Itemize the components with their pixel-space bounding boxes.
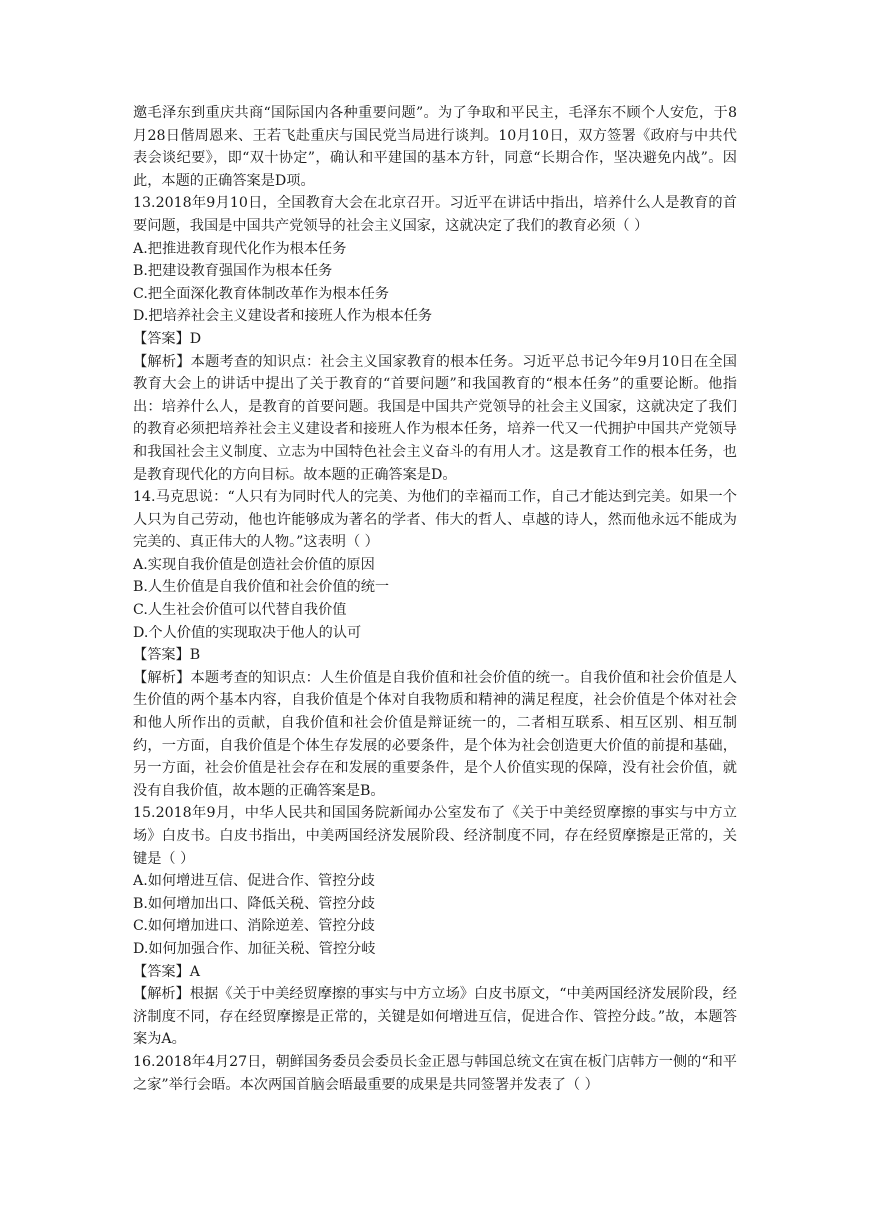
q15-analysis: 【解析】根据《关于中美经贸摩擦的事实与中方立场》白皮书原文，“中美两国经济发展阶段，经济制度不同，存在经贸摩擦是正常的，关键是如何增进互信，促进合作、管控分歧。”故，本题答案为A。 bbox=[133, 986, 737, 1048]
exam-text-body bbox=[133, 102, 737, 1096]
q15-option-b: B.如何增加出口、降低关税、管控分歧 bbox=[133, 895, 375, 912]
q15-option-c: C.如何增加进口、消除逆差、管控分歧 bbox=[133, 918, 375, 935]
q13-stem: 13.2018年9月10日，全国教育大会在北京召开。习近平在讲话中指出，培养什么人是教育的首要问题，我国是中国共产党领导的社会主义国家，这就决定了我们的教育必须（ ） bbox=[133, 195, 737, 234]
q15-answer: 【答案】A bbox=[133, 963, 200, 980]
q14-option-d: D.个人价值的实现取决于他人的认可 bbox=[133, 624, 362, 641]
q13-analysis: 【解析】本题考查的知识点：社会主义国家教育的根本任务。习近平总书记今年9月10日在全国教育大会上的讲话中提出了关于教育的“首要问题”和我国教育的“根本任务”的重要论断。他指出：培养什么人，是教育的首要问题。我国是中国共产党领导的社会主义国家，这就决定了我们的教育必须把培养社会主义建设者和接班人作为根本任务，培养一代又一代拥护中国共产党领导和我国社会主义制度、立志为中国特色社会主义奋斗的有用人才。这是教育工作的根本任务，也是教育现代化的方向目标。故本题的正确答案是D。 bbox=[133, 353, 737, 483]
q16-stem: 16.2018年4月27日，朝鲜国务委员会委员长金正恩与韩国总统文在寅在板门店韩方一侧的“和平之家”举行会晤。本次两国首脑会晤最重要的成果是共同签署并发表了（ ） bbox=[133, 1053, 737, 1093]
q13-answer: 【答案】D bbox=[133, 330, 202, 347]
q14-option-a: A.实现自我价值是创造社会价值的原因 bbox=[133, 556, 375, 573]
q13-option-c: C.把全面深化教育体制改革作为根本任务 bbox=[133, 285, 390, 302]
q14-answer: 【答案】B bbox=[133, 647, 201, 664]
q13-option-a: A.把推进教育现代化作为根本任务 bbox=[133, 240, 347, 257]
q14-option-c: C.人生社会价值可以代替自我价值 bbox=[133, 602, 347, 619]
q13-option-b: B.把建设教育强国作为根本任务 bbox=[133, 263, 333, 280]
q15-option-a: A.如何增进互信、促进合作、管控分歧 bbox=[133, 873, 375, 890]
q12-analysis-continuation: 邀毛泽东到重庆共商“国际国内各种重要问题”。为了争取和平民主，毛泽东不顾个人安危，于8月28日偕周恩来、王若飞赴重庆与国民党当局进行谈判。10月10日，双方签署《政府与中共代表会谈纪要》，即“双十协定”，确认和平建国的基本方针，同意“长期合作，坚决避免内战”。因此，本题的正确答案是D项。 bbox=[133, 105, 737, 189]
q14-stem: 14.马克思说：“人只有为同时代人的完美、为他们的幸福而工作，自己才能达到完美。如果一个人只为自己劳动，他也许能够成为著名的学者、伟大的哲人、卓越的诗人，然而他永远不能成为完美的、真正伟大的人物。”这表明（ ） bbox=[133, 489, 737, 551]
q15-stem: 15.2018年9月，中华人民共和国国务院新闻办公室发布了《关于中美经贸摩擦的事实与中方立场》白皮书。白皮书指出，中美两国经济发展阶段、经济制度不同，存在经贸摩擦是正常的，关键是（ ） bbox=[133, 805, 737, 867]
q14-option-b: B.人生价值是自我价值和社会价值的统一 bbox=[133, 579, 390, 596]
q14-analysis: 【解析】本题考查的知识点：人生价值是自我价值和社会价值的统一。自我价值和社会价值是人生价值的两个基本内容，自我价值是个体对自我物质和精神的满足程度，社会价值是个体对社会和他人所作出的贡献，自我价值和社会价值是辩证统一的，二者相互联系、相互区别、相互制约，一方面，自我价值是个体生存发展的必要条件，是个体为社会创造更大价值的前提和基础，另一方面，社会价值是社会存在和发展的重要条件，是个人价值实现的保障，没有社会价值，就没有自我价值，故本题的正确答案是B。 bbox=[133, 669, 737, 799]
q13-option-d: D.把培养社会主义建设者和接班人作为根本任务 bbox=[133, 308, 433, 325]
q15-option-d: D.如何加强合作、加征关税、管控分岐 bbox=[133, 940, 376, 957]
